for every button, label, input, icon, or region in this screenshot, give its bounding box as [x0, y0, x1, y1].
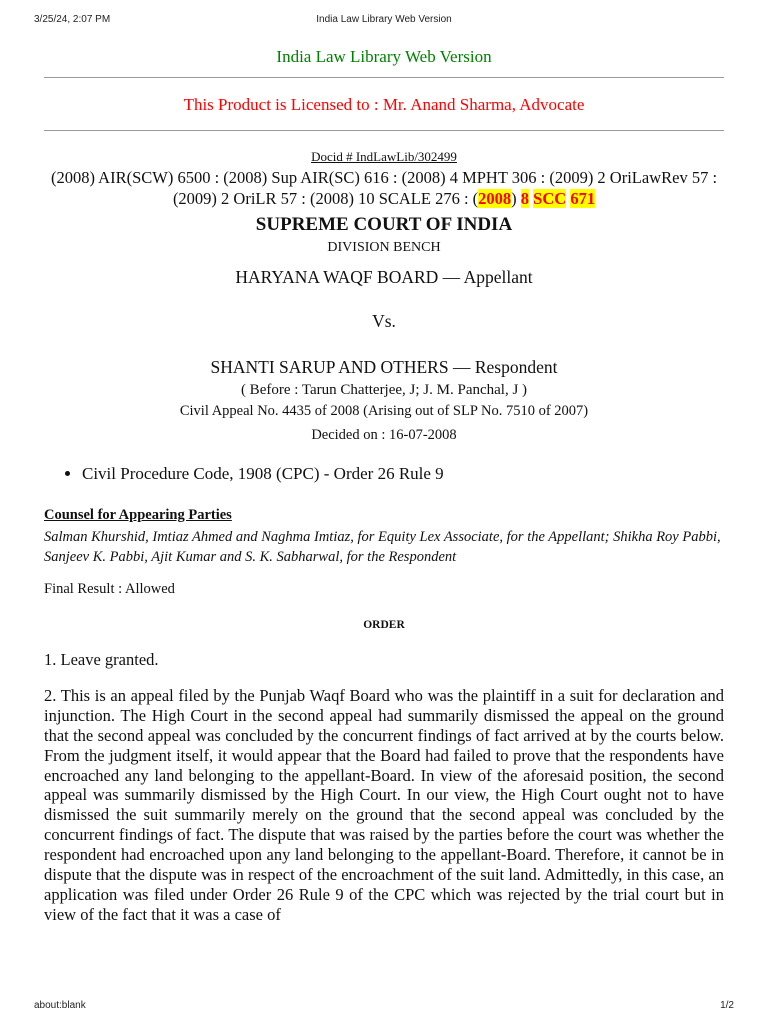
decided-on: Decided on : 16-07-2008: [311, 427, 457, 443]
court-name: SUPREME COURT OF INDIA: [255, 214, 513, 235]
citation-highlight-volume: 8: [520, 189, 530, 208]
citation-close: ): [511, 189, 517, 208]
order-paragraph: 1. Leave granted.: [44, 650, 159, 669]
citation: [44, 167, 724, 209]
citation-highlight-reporter: SCC: [533, 189, 567, 208]
order-paragraph: 2. This is an appeal filed by the Punjab Waqf Board who was the plaintiff in a suit for declaration and injunction. The High Court in the second appeal had summarily dismissed the appeal on the ground that the second appeal was concluded by the concurrent findings of fact arrived at by the courts below. From the judgment itself, it would appear that the Board had failed to prove that the respondents have encroached any land belonging to the appellant-Board. In view of the aforesaid position, the second appeal was summarily dismissed by the High Court. In our view, the High Court ought not to have dismissed the suit summarily merely on the ground that the second appeal was concluded by the concurrent findings of fact. The dispute that was raised by the parties before the court was whether the respondent had encroached upon any land belonging to the appellant-Board. Therefore, it cannot be in dispute that the dispute was in respect of the encroachment of the suit land. Admittedly, in this case, an application was filed under Order 26 Rule 9 of the CPC which was rejected by the trial court but in view of the fact that it was a case of: [44, 685, 724, 924]
print-datetime: 3/25/24, 2:07 PM: [34, 14, 111, 25]
print-url: about:blank: [34, 1000, 86, 1011]
print-page-title: India Law Library Web Version: [316, 14, 452, 25]
bench: DIVISION BENCH: [327, 240, 441, 255]
respondent: SHANTI SARUP AND OTHERS — Respondent: [210, 357, 558, 377]
docid: Docid # IndLawLib/302499: [311, 149, 457, 164]
judges: ( Before : Tarun Chatterjee, J; J. M. Panchal, J ): [240, 382, 528, 398]
license-notice: This Product is Licensed to : Mr. Anand Sharma, Advocate: [183, 95, 585, 114]
divider: [44, 130, 724, 131]
print-header: [34, 14, 734, 28]
subject-item: • Civil Procedure Code, 1908 (CPC) - Order 26 Rule 9: [82, 463, 724, 485]
counsel-text: Salman Khurshid, Imtiaz Ahmed and Naghma Imtiaz, for Equity Lex Associate, for the Appellant; Shikha Roy Pabbi, Sanjeev K. Pabbi, Ajit Kumar and S. K. Sabharwal, for the Respondent: [44, 529, 721, 565]
document-content: [44, 46, 724, 925]
print-footer: [34, 1000, 734, 1014]
appellant: HARYANA WAQF BOARD — Appellant: [235, 267, 533, 287]
final-result: Final Result : Allowed: [44, 581, 175, 597]
print-page-number: 1/2: [720, 1000, 734, 1011]
civil-appeal-number: Civil Appeal No. 4435 of 2008 (Arising out of SLP No. 7510 of 2007): [179, 403, 589, 419]
counsel-heading: Counsel for Appearing Parties: [44, 507, 232, 523]
versus: Vs.: [372, 311, 396, 331]
site-title: India Law Library Web Version: [276, 47, 492, 66]
subject-list: [44, 463, 724, 485]
citation-highlight-page: 671: [570, 189, 596, 208]
citation-highlight-year: 2008: [478, 189, 512, 208]
divider: [44, 77, 724, 78]
citation-text: (2008) AIR(SCW) 6500 : (2008) Sup AIR(SC) 616 : (2008) 4 MPHT 306 : (2009) 2 OriLawRev 57 : (2009) 2 OriLR 57 : (2008) 10 SCALE 276 : (: [50, 168, 718, 208]
order-heading: ORDER: [363, 619, 405, 631]
